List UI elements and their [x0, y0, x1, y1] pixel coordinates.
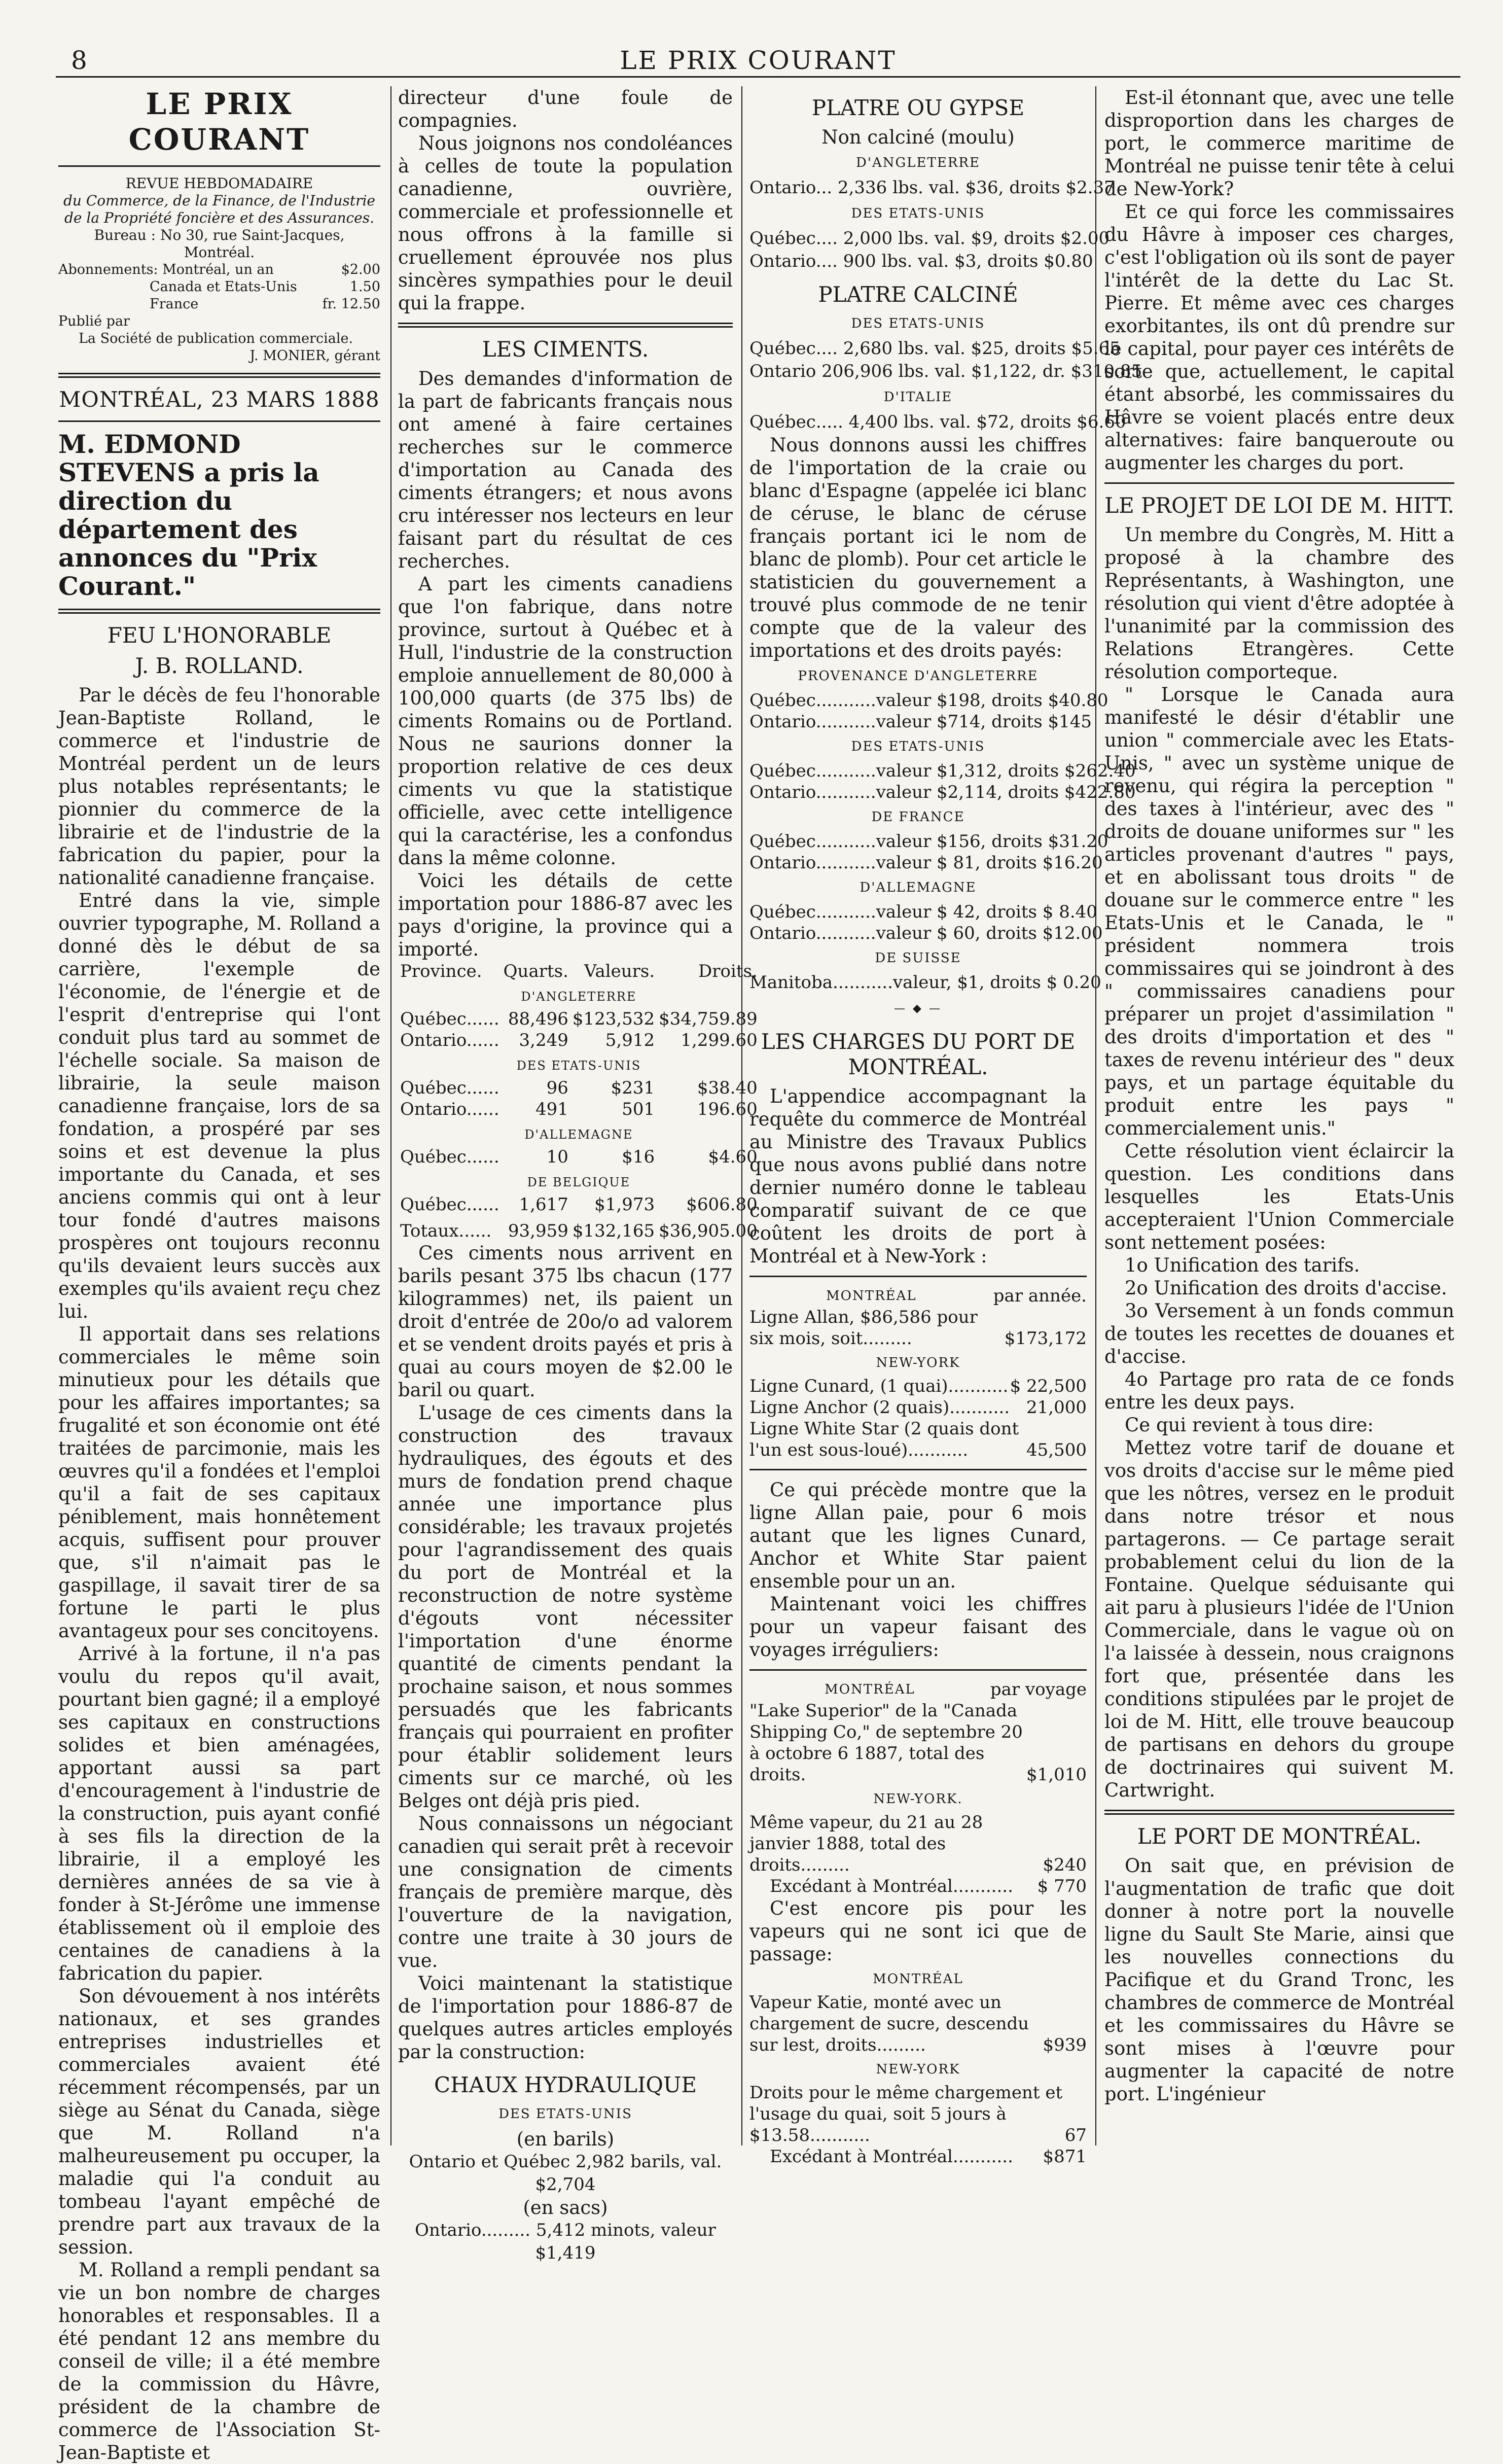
- charge-amount: $ 22,500: [1010, 1376, 1087, 1396]
- charge-amount: $1,010: [1026, 1765, 1087, 1785]
- stat-line: Ontario.... 900 lbs. val. $3, droits $0.80: [749, 251, 1093, 271]
- table-cell: $1,973: [594, 1194, 655, 1215]
- paragraph: Mettez votre tarif de douane et vos droits d'accise sur le même pied que les nôtres, versez en le produit dans notre trésor et nous partagerons. — Ce partage serait probablement celui du lion de la Fontaine. Quelque séduisante qui ait paru à plusieurs l'idée de l'Union Commerciale, dans le vague où on l'a laissée à dessein, nous craignons fort que, présentée dans les conditions stipulées par le projet de loi de M. Hitt, elle trouve beaucoup de partisans en dehors du groupe de doctrinaires qui suivent M. Cartwright.: [1104, 1437, 1454, 1801]
- table-head-right: par année.: [993, 1286, 1087, 1306]
- article-heading: LE PORT DE MONTRÉAL.: [1137, 1824, 1422, 1849]
- table-header: Droits.: [698, 961, 758, 981]
- table-cell: 88,496: [508, 1009, 568, 1029]
- paragraph: C'est encore pis pour les vapeurs qui ne sont ici que de passage:: [749, 1897, 1087, 1965]
- charge-row: [749, 2082, 1087, 2146]
- table-cell: $231: [611, 1078, 655, 1098]
- table-total-row: [398, 1215, 760, 1242]
- stat-line: Ontario... 2,336 lbs. val. $36, droits $2.37: [749, 178, 1115, 198]
- paragraph: Nous donnons aussi les chiffres de l'importation de la craie ou blanc d'Espagne (appelée ici blanc de céruse, le blanc de céruse français portant ici le nom de blanc de plomb). Pour cet article le statisticien du gouvernement a trouvé plus commode de ne tenir compte que de la valeur des importations et des droits payés:: [749, 434, 1087, 661]
- section-subheading: DE SUISSE: [875, 951, 961, 966]
- charge-row: [749, 1812, 1087, 1876]
- column-2: [398, 86, 758, 2263]
- divider: [398, 323, 733, 328]
- table-row: [398, 1146, 760, 1168]
- stat-value: valeur $2,114, droits $422.80: [876, 782, 1136, 802]
- subscription-row: [58, 278, 380, 296]
- divider: [58, 165, 380, 167]
- table-head: [749, 1679, 1087, 1700]
- paragraph: Voici maintenant la statistique de l'importation pour 1886-87 de quelques autres articles employés par la construction:: [398, 1973, 733, 2063]
- table-section-label: D'ANGLETERRE: [521, 990, 637, 1004]
- stat-row: [749, 831, 1108, 852]
- divider: [58, 373, 380, 378]
- paragraph: L'appendice accompagnant la requête du commerce de Montréal au Ministre des Travaux Publics que nous avons publié dans notre dernier numéro donne le tableau comparatif suivant de ce que coûtent les droits de port à Montréal et à New-York :: [749, 1085, 1087, 1267]
- stat-place: Québec...........: [749, 902, 876, 922]
- paragraph: Nous connaissons un négociant canadien qui serait prêt à recevoir une consignation de ciments français de première marque, dès l'ouverture de la navigation, contre une traite à 30 jours de vue.: [398, 1813, 733, 1972]
- stat-row: [749, 923, 1103, 944]
- table-row: [398, 1030, 760, 1051]
- table-head-left: MONTRÉAL: [825, 1682, 915, 1697]
- table-row: [398, 1099, 760, 1120]
- table-header-row: [398, 961, 760, 982]
- stat-value: valeur $714, droits $145: [876, 712, 1092, 732]
- article-heading: LES CHARGES DU PORT DE MONTRÉAL.: [761, 1029, 1076, 1079]
- divider: [1104, 482, 1454, 484]
- charge-label: Droits pour le même chargement et l'usage du quai, soit 5 jours à $13.58...........: [749, 2083, 1063, 2145]
- table-header: Quarts.: [503, 961, 568, 981]
- unit-label: (en barils): [516, 2128, 615, 2150]
- table-cell: Québec......: [400, 1078, 499, 1098]
- table-cell: 1,299.60: [681, 1030, 758, 1050]
- stat-line: Québec..... 4,400 lbs. val. $72, droits $6.60: [749, 412, 1126, 432]
- charge-label: Ligne Cunard, (1 quai)...........: [749, 1376, 1009, 1396]
- paragraph: Maintenant voici les chiffres pour un vapeur faisant des voyages irréguliers:: [749, 1593, 1087, 1661]
- section-subheading: DE FRANCE: [871, 809, 965, 825]
- paragraph: Il apportait dans ses relations commerciales le même soin minutieux pour les détails que pour les affaires importantes; sa frugalité et son économie ont été traitées de parcimonie, mais les œuvres qu'il a fondées et l'emploi qu'il a fait de ses capitaux péniblement, mais honnêtement acquis, suffisent pour prouver que, s'il n'aimait pas le gaspillage, il savait tirer de sa fortune le parti le plus avantageux pour ses concitoyens.: [58, 1323, 380, 1642]
- stat-value: valeur $ 81, droits $16.20: [876, 853, 1103, 873]
- charge-label: Excédant à Montréal...........: [770, 1876, 1013, 1896]
- stat-place: Québec...........: [749, 831, 876, 852]
- publisher-name: La Société de publication commerciale.: [79, 331, 353, 346]
- table-cell: $132,165: [572, 1221, 655, 1241]
- stat-value: valeur $198, droits $40.80: [876, 690, 1108, 711]
- issue-date: MONTRÉAL, 23 MARS 1888: [59, 387, 380, 412]
- column-4: [1104, 86, 1454, 2145]
- list-item: 4o Partage pro rata de ce fonds entre les deux pays.: [1104, 1368, 1454, 1413]
- unit-label: (en sacs): [523, 2197, 608, 2219]
- paragraph: Des demandes d'information de la part de fabricants français nous ont amené à faire certaines recherches sur le commerce d'importation au Canada des ciments étrangers; et nous avons cru intéresser nos lecteurs en leur faisant part du résultat de ces recherches.: [398, 368, 733, 572]
- subscription-row: [58, 296, 380, 313]
- stat-row: [749, 901, 1097, 923]
- table-cell: 1,617: [519, 1194, 568, 1215]
- stat-line: Ontario......... 5,412 minots, valeur $1,419: [415, 2220, 716, 2263]
- paragraph: Entré dans la vie, simple ouvrier typographe, M. Rolland a donné dès le début de sa carrière, l'exemple de l'économie, de l'énergie et de l'esprit d'entreprise qui l'ont conduit plus tard au sommet de l'échelle sociale. Sa maison de librairie, la seule maison canadienne française, lors de sa fondation, a prospéré par ses soins et est devenue la plus importante du Canada, et ses anciens commis qui ont à leur tour fondé d'autres maisons prospères ont toujours reconnu qu'ils devaient leurs succès aux exemples qu'ils avaient reçu chez lui.: [58, 890, 380, 1322]
- charge-amount: $ 770: [1037, 1876, 1087, 1896]
- charge-amount: $173,172: [1004, 1328, 1087, 1349]
- table-cell: $34,759.89: [659, 1009, 758, 1029]
- table-section-row: [398, 1168, 760, 1194]
- paragraph: On sait que, en prévision de l'augmentation de trafic que doit donner à notre port la nouvelle ligne du Sault Ste Marie, ainsi que les nouvelles connections du Pacifique et du Grand Tronc, les chambres de commerce de Montréal et les commissaires du Hâvre se sont mises à l'œuvre pour augmenter la capacité de notre port. L'ingénieur: [1104, 1855, 1454, 2105]
- article-heading: FEU L'HONORABLE: [107, 623, 332, 648]
- table-row: [398, 1077, 760, 1099]
- table-header: Valeurs.: [584, 961, 655, 981]
- table-header: Province.: [400, 961, 482, 981]
- paragraph: Nous joignons nos condoléances à celles de toute la population canadienne, ouvrière, commerciale et professionnelle et nous offrons à la famille si cruellement éprouvée nos plus sincères sympathies pour le deuil qui la frappe.: [398, 132, 733, 314]
- stat-row: [749, 782, 1136, 803]
- table-cell: $38.40: [697, 1078, 758, 1098]
- paragraph: Arrivé à la fortune, il n'a pas voulu du repos qu'il avait, pourtant bien gagné; il a employé ses capitaux en constructions solides et bien aménagées, apportant aussi sa part d'encouragement à l'industrie de la construction, puis ayant confié à ses fils la direction de la librairie, il a employé les dernières années de sa vie à fonder à St-Jérôme une immense établissement où il emploie des centaines de canadiens à la fabrication du papier.: [58, 1643, 380, 1984]
- article-heading: LES CIMENTS.: [482, 337, 649, 362]
- paragraph: Voici les détails de cette importation pour 1886-87 avec les pays d'origine, la province qui a importé.: [398, 870, 733, 960]
- table-cell: Québec......: [400, 1009, 499, 1029]
- place-label: MONTRÉAL: [873, 1972, 963, 1987]
- stat-place: Ontario...........: [749, 782, 876, 802]
- column-1: [58, 86, 380, 2463]
- divider: [749, 1669, 1087, 1671]
- table-cell: Ontario......: [400, 1099, 499, 1119]
- masthead-subtitle: REVUE HEBDOMADAIRE: [125, 175, 313, 192]
- masthead-city: Montréal.: [184, 244, 255, 261]
- section-heading: PLATRE OU GYPSE: [811, 95, 1025, 120]
- column-3: [749, 86, 1142, 2167]
- stat-row: [749, 690, 1108, 711]
- page-number: 8: [71, 46, 87, 75]
- table-cell: 196.60: [697, 1099, 758, 1119]
- section-subheading: D'ITALIE: [883, 390, 953, 405]
- paragraph: Ces ciments nous arrivent en barils pesant 375 lbs chacun (177 kilogrammes) net, ils paient un droit d'entrée de 20o/o ad valorem et se vendent droits payés et pris à quai au cours moyen de $2.00 le baril ou quart.: [398, 1242, 733, 1401]
- charge-label: Ligne Anchor (2 quais)...........: [749, 1397, 1010, 1418]
- subscription-price: 1.50: [349, 279, 380, 295]
- publisher-label: Publié par: [58, 313, 130, 329]
- table-cell: 96: [546, 1078, 568, 1098]
- charges-table-transit: [749, 1968, 1087, 2167]
- stat-line: Québec.... 2,000 lbs. val. $9, droits $2.00: [749, 228, 1110, 249]
- table-cell: $123,532: [572, 1009, 655, 1029]
- column-rule: [1095, 86, 1096, 2145]
- running-head: [56, 41, 1460, 78]
- paragraph: Et ce qui force les commissaires du Hâvre à imposer ces charges, c'est l'obligation où ils sont de payer l'intérêt de la dette du Lac St. Pierre. Et même avec ces charges exorbitantes, ils ont dû prendre sur le capital, pour payer ces intérêts de sorte que, actuellement, le capital étant absorbé, les commissaires du Hâvre se voient placés entre deux alternatives: faire banqueroute ou augmenter les charges du port.: [1104, 201, 1454, 474]
- table-section-row: [398, 1120, 760, 1146]
- charge-row: [749, 1992, 1087, 2056]
- charge-amount: $240: [1043, 1855, 1087, 1875]
- table-section-label: DES ETATS-UNIS: [516, 1059, 641, 1073]
- stat-line: Québec.... 2,680 lbs. val. $25, droits $5.65: [749, 338, 1121, 359]
- charge-row: [749, 1376, 1087, 1397]
- table-row: [398, 1008, 760, 1030]
- divider: [58, 609, 380, 614]
- table-head-left: MONTRÉAL: [826, 1288, 917, 1304]
- paragraph: Son dévouement à nos intérêts nationaux, et ses grandes entreprises industrielles et commerciales avaient été récemment récompensés, par un siège au Sénat du Canada, siège que M. Rolland n'a malheureusement pu occuper, la maladie qui l'a conduit au tombeau l'ayant empêché de prendre part aux travaux de la session.: [58, 1985, 380, 2258]
- table-row: [398, 1194, 760, 1215]
- stat-place: Ontario...........: [749, 712, 876, 732]
- place-label: NEW-YORK: [876, 1355, 960, 1370]
- table-cell: 93,959: [508, 1221, 568, 1241]
- paragraph: Par le décès de feu l'honorable Jean-Baptiste Rolland, le commerce et l'industrie de Montréal perdent un de leurs plus notables représentants; le pionnier du commerce de la librairie et de l'industrie de la fabrication du papier, pour la nationalité canadienne française.: [58, 684, 380, 889]
- table-section-row: [398, 1051, 760, 1077]
- table-cell: 501: [622, 1099, 655, 1119]
- stat-value: valeur $ 60, droits $12.00: [876, 923, 1103, 943]
- table-head: [749, 1285, 1087, 1307]
- charge-amount: 67: [1064, 2125, 1087, 2145]
- paragraph: Un membre du Congrès, M. Hitt a proposé à la chambre des Représentants, à Washington, une résolution qui vient d'être adoptée à l'unanimité par la commission des Relations Etrangères. Cette résolution comporteque.: [1104, 524, 1454, 683]
- charge-label: "Lake Superior" de la "Canada Shipping Co," de septembre 20 à octobre 6 1887, total des droits.: [749, 1701, 1023, 1785]
- stat-row: [749, 972, 1101, 993]
- cement-import-table: [398, 961, 760, 1242]
- subscription-price: $2.00: [341, 262, 380, 277]
- stat-row: [749, 852, 1103, 873]
- divider: [58, 420, 380, 422]
- divider: [749, 1276, 1087, 1277]
- charge-label: Excédant à Montréal...........: [770, 2146, 1013, 2167]
- masthead-line: de la Propriété foncière et des Assurances.: [64, 209, 374, 226]
- place-label: NEW-YORK.: [873, 1791, 963, 1807]
- stat-line: Ontario 206,906 lbs. val. $1,122, dr. $310.85: [749, 361, 1142, 381]
- paragraph: M. Rolland a rempli pendant sa vie un bon nombre de charges honorables et responsables. Il a été pendant 12 ans membre du conseil de ville; il a été membre de la commission du Hâvre, président de la chambre de commerce de l'Association St-Jean-Baptiste et: [58, 2259, 380, 2463]
- table-section-label: DE BELGIQUE: [527, 1175, 631, 1189]
- subscription-label: France: [150, 296, 199, 312]
- section-subheading: D'ALLEMAGNE: [860, 880, 977, 895]
- place-label: NEW-YORK: [876, 2062, 960, 2077]
- subscription-label: Canada et Etats-Unis: [150, 279, 297, 295]
- paragraph: Ce qui revient à tous dire:: [1125, 1414, 1374, 1436]
- section-subheading: Non calciné (moulu): [821, 126, 1015, 148]
- charge-label: Ligne White Star (2 quais dont l'un est sous-loué)...........: [749, 1419, 1019, 1460]
- table-section-label: D'ALLEMAGNE: [524, 1128, 633, 1142]
- charge-label: Même vapeur, du 21 au 28 janvier 1888, total des droits.........: [749, 1812, 983, 1875]
- paragraph: " Lorsque le Canada aura manifesté le désir d'établir une union " commerciale avec les Etats-Unis, " avec un système unique de revenu, qui régira la perception " des taxes à l'intérieur, avec des " droits de douane uniformes sur " les articles provenant d'autres " pays, et en abolissant tous droits " de douane sur le commerce entre " les Etats-Unis et le Canada, le " président nommera trois commissaires qui se joindront à des " commissaires canadiens pour préparer un projet d'assimilation " des droits d'importation et des " taxes de revenu intérieur des " deux pays, et un partage équitable du produit entre les pays " commercialement unis.": [1104, 684, 1454, 1139]
- paragraph: directeur d'une foule de compagnies.: [398, 87, 733, 131]
- section-heading: PLATRE CALCINÉ: [818, 282, 1018, 307]
- charge-label: Ligne Allan, $86,586 pour six mois, soit.........: [749, 1307, 978, 1349]
- section-subheading: DES ETATS-UNIS: [851, 316, 985, 331]
- subscription-label: Abonnements: Montréal, un an: [58, 262, 274, 277]
- paragraph: A part les ciments canadiens que l'on fabrique, dans notre province, surtout à Québec et à Hull, l'industrie de la construction emploie annuellement de 80,000 à 100,000 quarts (de 375 lbs) de ciments Romains ou de Portland. Nous ne saurions donner la proportion relative de ces deux ciments vu que la statistique officielle, avec cette intelligence qui la caractérise, les a confondus dans la même colonne.: [398, 573, 733, 869]
- article-heading: LE PROJET DE LOI DE M. HITT.: [1104, 493, 1454, 518]
- table-cell: 3,249: [519, 1030, 568, 1050]
- stat-value: valeur $156, droits $31.20: [876, 831, 1108, 852]
- stat-value: valeur, $1, droits $ 0.20: [892, 972, 1101, 993]
- table-cell: $4.60: [708, 1147, 758, 1167]
- manager: J. MONIER, gérant: [249, 348, 380, 364]
- charge-row: [749, 1307, 1087, 1349]
- masthead-bureau: Bureau : No 30, rue Saint-Jacques,: [94, 227, 345, 243]
- table-head-right: par voyage: [990, 1679, 1087, 1700]
- running-head-title: LE PRIX COURANT: [620, 46, 897, 75]
- column-rule: [390, 86, 391, 2145]
- table-cell: $606.80: [686, 1194, 758, 1215]
- stat-row: [749, 711, 1092, 732]
- paragraph: Cette résolution vient éclaircir la question. Les conditions dans lesquelles les Etats-Unis accepteraient l'Union Commerciale sont nettement posées:: [1104, 1140, 1454, 1253]
- section-subheading: PROVENANCE D'ANGLETERRE: [798, 668, 1039, 684]
- charge-row: [749, 1700, 1087, 1785]
- charge-amount: 45,500: [1026, 1440, 1087, 1460]
- article-heading: J. B. ROLLAND.: [135, 653, 304, 678]
- charge-row: [749, 1876, 1087, 1897]
- subscription-row: [58, 261, 380, 278]
- table-cell: 5,912: [605, 1030, 655, 1050]
- stat-place: Manitoba...........: [749, 972, 893, 993]
- charge-row: [749, 1397, 1087, 1418]
- section-subheading: DES ETATS-UNIS: [851, 206, 985, 221]
- paragraph: L'usage de ces ciments dans la construction des travaux hydrauliques, des égouts et des murs de fondation prend chaque année une importance plus considérable; les travaux projetés pour l'agrandissement des quais du port de Montréal et la reconstruction de notre système d'égouts vont nécessiter l'importation d'une énorme quantité de ciments pendant la prochaine saison, et nous sommes persuadés que les fabricants français qui pourraient en profiter pour établir solidement leurs ciments sur ce marché, où les Belges ont déjà pris pied.: [398, 1402, 733, 1812]
- section-subheading: D'ANGLETERRE: [856, 155, 980, 170]
- table-cell: $16: [622, 1147, 655, 1167]
- charge-row: [749, 1418, 1087, 1461]
- table-cell: 10: [546, 1147, 568, 1167]
- notice-stevens: M. EDMOND STEVENS a pris la direction du département des annonces du "Prix Courant.": [58, 429, 319, 601]
- section-subheading: DES ETATS-UNIS: [498, 2106, 632, 2122]
- table-section-row: [398, 982, 760, 1008]
- table-cell: Québec......: [400, 1194, 499, 1215]
- stat-value: valeur $1,312, droits $262.40: [876, 761, 1136, 781]
- stat-line: Ontario et Québec 2,982 barils, val. $2,704: [409, 2152, 722, 2195]
- table-cell: Totaux......: [400, 1221, 492, 1241]
- stat-place: Québec...........: [749, 690, 876, 711]
- table-cell: 491: [535, 1099, 568, 1119]
- divider: [749, 1469, 1087, 1470]
- stat-row: [749, 760, 1136, 782]
- divider: [1104, 1810, 1454, 1815]
- table-cell: Québec......: [400, 1147, 499, 1167]
- list-item: 2o Unification des droits d'accise.: [1125, 1277, 1447, 1299]
- charge-amount: $871: [1043, 2146, 1087, 2167]
- stat-place: Québec...........: [749, 761, 876, 781]
- ornament-divider: — ◆ —: [894, 1002, 942, 1015]
- subscription-price: fr. 12.50: [322, 296, 380, 312]
- charge-amount: $939: [1043, 2035, 1087, 2055]
- list-item: 1o Unification des tarifs.: [1125, 1254, 1360, 1276]
- charge-row: [749, 2146, 1087, 2167]
- section-heading: CHAUX HYDRAULIQUE: [434, 2072, 697, 2097]
- stat-place: Ontario...........: [749, 853, 876, 873]
- paragraph: Ce qui précède montre que la ligne Allan paie, pour 6 mois autant que les lignes Cunard, Anchor et White Star paient ensemble pour un an.: [749, 1479, 1087, 1592]
- table-cell: $36,905.00: [659, 1221, 758, 1241]
- masthead-title: LE PRIX COURANT: [128, 87, 310, 157]
- masthead-line: du Commerce, de la Finance, de l'Industrie: [63, 192, 375, 209]
- stat-value: valeur $ 42, droits $ 8.40: [876, 902, 1097, 922]
- charge-amount: 21,000: [1026, 1397, 1087, 1418]
- table-cell: Ontario......: [400, 1030, 499, 1050]
- paragraph: Est-il étonnant que, avec une telle disproportion dans les charges de port, le commerce maritime de Montréal ne puisse tenir tête à celui de New-York?: [1104, 87, 1454, 200]
- stat-place: Ontario...........: [749, 923, 876, 943]
- charges-table-annual: [749, 1285, 1087, 1461]
- charges-table-voyage: [749, 1679, 1087, 1897]
- charge-label: Vapeur Katie, monté avec un chargement de sucre, descendu sur lest, droits.........: [749, 1992, 1029, 2055]
- section-subheading: DES ETATS-UNIS: [851, 739, 985, 754]
- list-item: 3o Versement à un fonds commun de toutes les recettes de douanes et d'accise.: [1104, 1300, 1454, 1367]
